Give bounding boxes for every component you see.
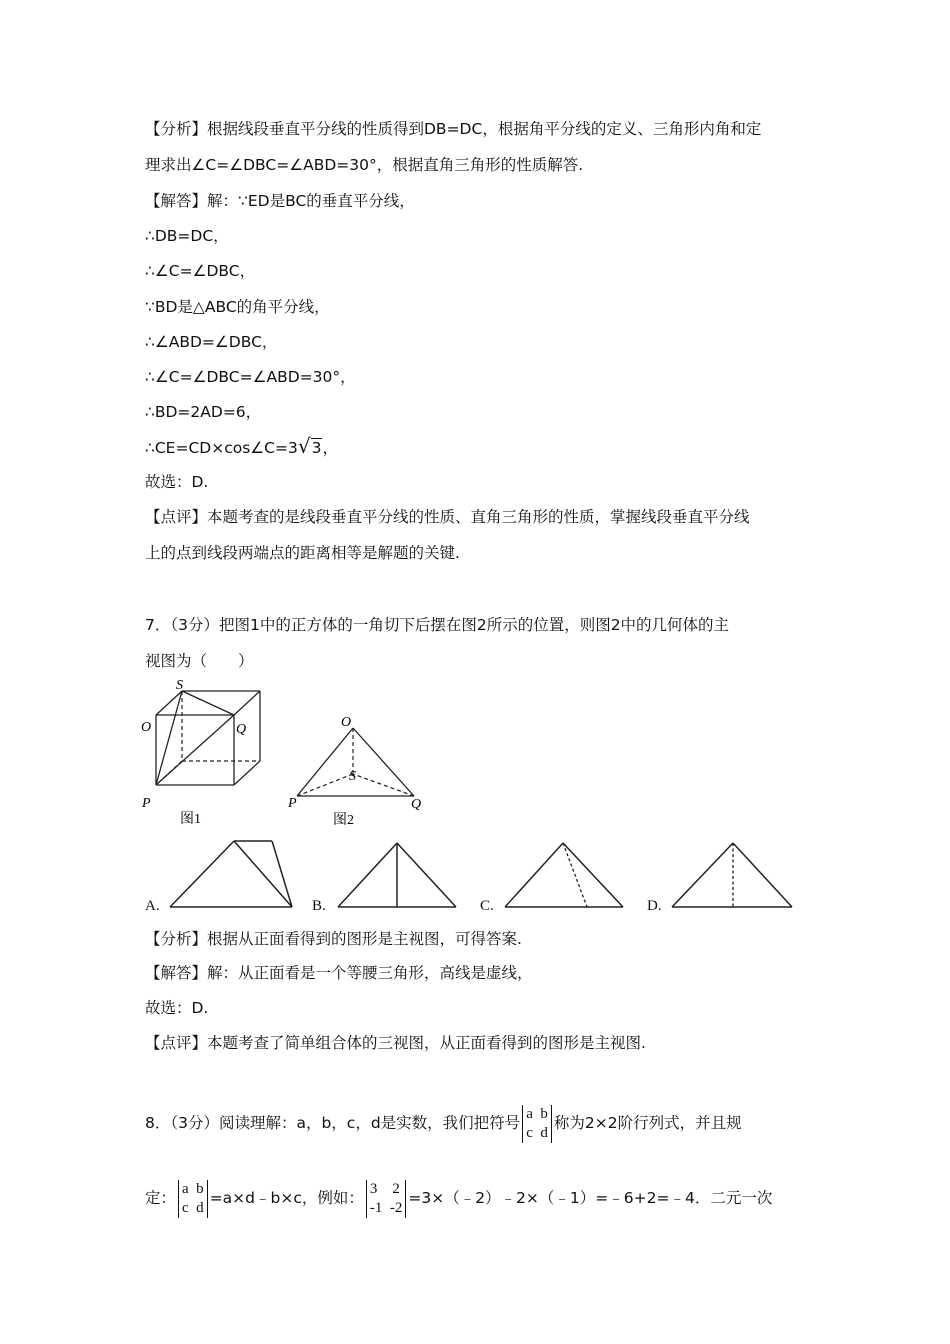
solution-line-8-text: ∴CE=CD×cos∠C=3 bbox=[145, 439, 298, 457]
solution-line-2: ∴DB=DC， bbox=[145, 227, 229, 245]
fig2-caption: 图2 bbox=[333, 813, 354, 828]
question-7-line-2: 视图为（ ） bbox=[145, 652, 254, 670]
determinant-example bbox=[366, 1180, 407, 1218]
example-row-2: -1 -2 bbox=[369, 1199, 403, 1216]
question-8-line-1 bbox=[145, 1101, 742, 1145]
q7-choose: 故选：D. bbox=[145, 999, 209, 1017]
comment-line-1: 【点评】本题考查的是线段垂直平分线的性质、直角三角形的性质，掌握线段垂直平分线 bbox=[145, 508, 750, 526]
figure-1-cube bbox=[138, 677, 278, 832]
determinant-symbol bbox=[522, 1105, 552, 1143]
option-a-label: A. bbox=[145, 898, 160, 914]
option-b-label: B. bbox=[312, 898, 326, 914]
option-c-figure bbox=[503, 838, 627, 910]
fig1-label-p: P bbox=[142, 796, 151, 811]
solution-line-1: 【解答】解：∵ED是BC的垂直平分线， bbox=[145, 192, 415, 210]
fig2-label-o: O bbox=[341, 715, 352, 730]
option-b-figure bbox=[336, 838, 460, 910]
solution-line-8 bbox=[145, 434, 338, 458]
determinant-definition bbox=[178, 1180, 208, 1218]
fig1-label-q: Q bbox=[236, 722, 247, 737]
solution-line-7: ∴BD=2AD=6， bbox=[145, 403, 262, 421]
option-a-figure bbox=[168, 838, 296, 910]
def-row-2: c d bbox=[182, 1199, 204, 1216]
solution-line-6: ∴∠C=∠DBC=∠ABD=30°， bbox=[145, 368, 356, 386]
example-row-1: 3 2 bbox=[369, 1180, 400, 1197]
analysis-line-2: 理求出∠C=∠DBC=∠ABD=30°，根据直角三角形的性质解答. bbox=[145, 156, 584, 174]
choose-answer: 故选：D. bbox=[145, 473, 209, 491]
fig1-label-o: O bbox=[141, 720, 152, 735]
fig2-label-s: S bbox=[349, 769, 356, 784]
q7-analysis: 【分析】根据从正面看得到的图形是主视图，可得答案. bbox=[145, 930, 522, 948]
fig1-label-s: S bbox=[176, 678, 183, 693]
det-row-2: c d bbox=[526, 1124, 548, 1141]
q8-text-start: 8．（3分）阅读理解：a，b，c，d是实数，我们把符号 bbox=[145, 1114, 521, 1132]
sqrt-radicand: 3 bbox=[311, 439, 322, 457]
question-8-line-2 bbox=[145, 1174, 772, 1222]
q7-solution: 【解答】解：从正面看是一个等腰三角形，高线是虚线， bbox=[145, 964, 533, 982]
det-row-1: a b bbox=[526, 1105, 548, 1122]
q7-comment: 【点评】本题考查了简单组合体的三视图，从正面看得到的图形是主视图. bbox=[145, 1034, 646, 1052]
solution-line-4: ∵BD是△ABC的角平分线， bbox=[145, 298, 330, 316]
q8-text-end: 称为2×2阶行列式，并且规 bbox=[553, 1114, 742, 1132]
fig1-caption: 图1 bbox=[180, 812, 201, 827]
def-row-1: a b bbox=[182, 1180, 204, 1197]
solution-line-8-end: ， bbox=[322, 439, 338, 457]
question-7-line-1: 7．（3分）把图1中的正方体的一角切下后摆在图2所示的位置，则图2中的几何体的主 bbox=[145, 616, 730, 634]
solution-line-3: ∴∠C=∠DBC， bbox=[145, 262, 256, 280]
comment-line-2: 上的点到线段两端点的距离相等是解题的关键. bbox=[145, 544, 460, 562]
analysis-line-1: 【分析】根据线段垂直平分线的性质得到DB=DC，根据角平分线的定义、三角形内角和定 bbox=[145, 120, 762, 138]
q8-define-label: 定： bbox=[145, 1189, 177, 1207]
option-c-label: C. bbox=[480, 898, 494, 914]
sqrt-3: √3 bbox=[297, 434, 322, 458]
q8-formula: =a×d﹣b×c，例如： bbox=[209, 1189, 364, 1207]
fig2-label-q: Q bbox=[411, 797, 422, 812]
figure-2-tetrahedron bbox=[285, 710, 435, 832]
option-d-figure bbox=[670, 838, 796, 910]
fig2-label-p: P bbox=[288, 796, 297, 811]
solution-line-5: ∴∠ABD=∠DBC， bbox=[145, 333, 278, 351]
option-d-label: D. bbox=[647, 898, 662, 914]
q8-example-result: =3×（﹣2）﹣2×（﹣1）=﹣6+2=﹣4．二元一次 bbox=[408, 1189, 773, 1207]
